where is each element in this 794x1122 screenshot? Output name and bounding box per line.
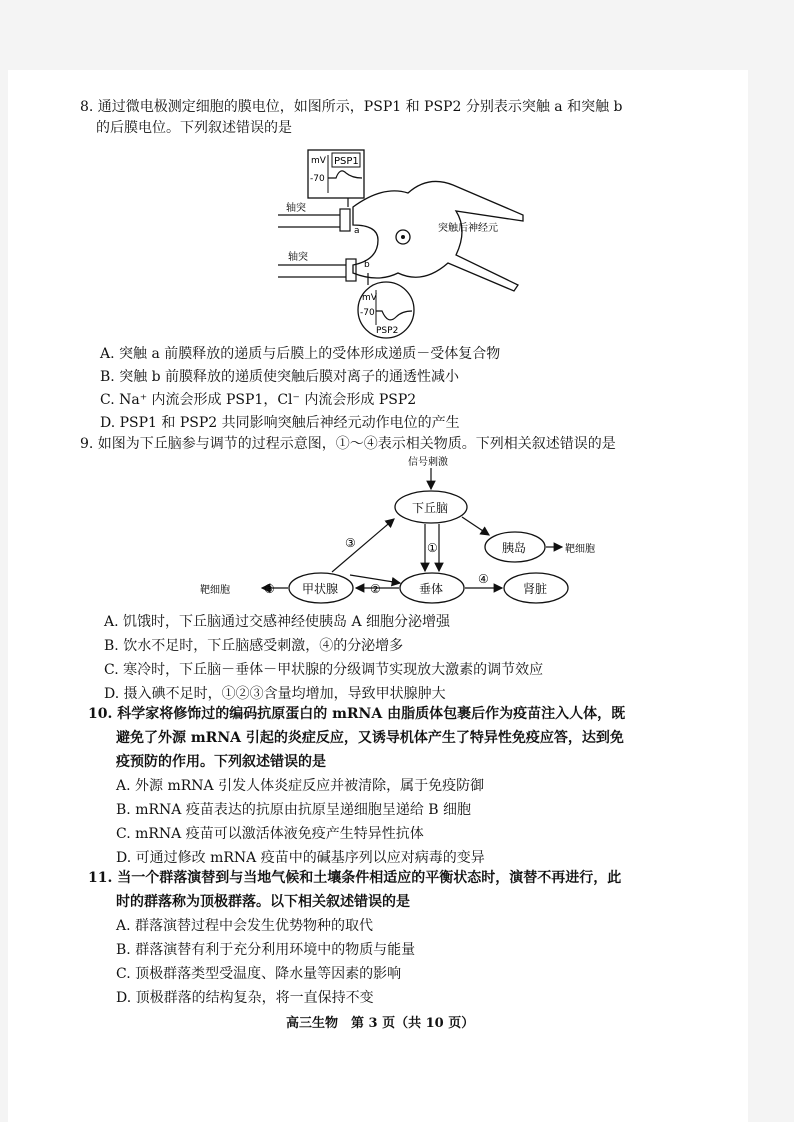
axon-2-label: 轴突 — [288, 252, 308, 263]
q10-stem-line1: 10. 科学家将修饰过的编码抗原蛋白的 mRNA 由脂质体包裹后作为疫苗注入人体，既 — [88, 706, 626, 722]
psp1-label: PSP1 — [334, 156, 359, 167]
signal-label: 信号刺激 — [408, 457, 448, 468]
hypothalamus-label: 下丘脑 — [412, 501, 449, 515]
q11-stem-line2: 时的群落称为顶极群落。以下相关叙述错误的是 — [116, 894, 410, 910]
q10-stem-line2: 避免了外源 mRNA 引起的炎症反应，又诱导机体产生了特异性免疫应答，达到免 — [116, 730, 624, 746]
hypothalamus-figure — [190, 455, 620, 610]
q8-option-a: A. 突触 a 前膜释放的递质与后膜上的受体形成递质－受体复合物 — [100, 346, 501, 362]
target-cell-right-label: 靶细胞 — [565, 544, 595, 555]
q9-option-c: C. 寒冷时，下丘脑－垂体－甲状腺的分级调节实现放大激素的调节效应 — [104, 662, 544, 678]
psp1-value-label: -70 — [310, 174, 325, 184]
arrow-3-to-hypothalamus — [332, 519, 394, 572]
q8-stem-line1: 8. 通过微电极测定细胞的膜电位，如图所示，PSP1 和 PSP2 分别表示突触 a 和突触 b — [80, 99, 623, 115]
target-cell-left-label: 靶细胞 — [200, 585, 230, 596]
kidney-label: 肾脏 — [523, 582, 548, 596]
q8-option-c: C. Na⁺ 内流会形成 PSP1，Cl⁻ 内流会形成 PSP2 — [100, 392, 417, 408]
num-1-label: ① — [427, 541, 438, 555]
nucleolus — [401, 235, 405, 239]
islet-label: 胰岛 — [502, 541, 527, 555]
page-footer: 高三生物 第 3 页（共 10 页） — [286, 1016, 475, 1031]
neuron-figure — [278, 145, 528, 340]
neuron-body — [353, 181, 523, 291]
q9-option-a: A. 饥饿时，下丘脑通过交感神经使胰岛 A 细胞分泌增强 — [104, 614, 451, 630]
psp2-label: PSP2 — [376, 326, 399, 336]
synapse-a-label: a — [354, 226, 360, 236]
pituitary-label: 垂体 — [419, 582, 444, 596]
num-3-left-label: ③ — [264, 582, 275, 596]
post-neuron-label: 突触后神经元 — [438, 223, 498, 234]
q10-option-d: D. 可通过修改 mRNA 疫苗中的碱基序列以应对病毒的变异 — [116, 850, 485, 866]
num-4-label: ④ — [478, 572, 489, 586]
q8-option-d: D. PSP1 和 PSP2 共同影响突触后神经元动作电位的产生 — [100, 415, 460, 431]
psp2-mv-label: mV — [362, 293, 377, 303]
q10-stem-line3: 疫预防的作用。下列叙述错误的是 — [116, 754, 326, 770]
axon-1-label: 轴突 — [286, 203, 306, 214]
q9-option-d: D. 摄入碘不足时，①②③含量均增加，导致甲状腺肿大 — [104, 686, 446, 702]
q9-stem: 9. 如图为下丘脑参与调节的过程示意图，①～④表示相关物质。下列相关叙述错误的是 — [80, 436, 616, 452]
num-3-label: ③ — [345, 536, 356, 550]
thyroid-label: 甲状腺 — [302, 582, 339, 596]
num-2-label: ② — [370, 582, 381, 596]
psp1-mv-label: mV — [311, 156, 326, 166]
synapse-a-terminal — [340, 209, 350, 231]
q11-stem-line1: 11. 当一个群落演替到与当地气候和土壤条件相适应的平衡状态时，演替不再进行，此 — [88, 870, 622, 886]
q11-option-d: D. 顶极群落的结构复杂，将一直保持不变 — [116, 990, 374, 1006]
q11-option-a: A. 群落演替过程中会发生优势物种的取代 — [116, 918, 374, 934]
hypothalamus-islet-arrow — [462, 517, 489, 535]
q10-option-b: B. mRNA 疫苗表达的抗原由抗原呈递细胞呈递给 B 细胞 — [116, 802, 472, 818]
q10-option-c: C. mRNA 疫苗可以激活体液免疫产生特异性抗体 — [116, 826, 424, 842]
synapse-b-label: b — [364, 260, 370, 270]
q9-option-b: B. 饮水不足时，下丘脑感受刺激，④的分泌增多 — [104, 638, 404, 654]
q8-stem-line2: 的后膜电位。下列叙述错误的是 — [96, 120, 292, 136]
psp2-value-label: -70 — [360, 308, 375, 318]
q10-option-a: A. 外源 mRNA 引发人体炎症反应并被清除，属于免疫防御 — [116, 778, 485, 794]
q8-option-b: B. 突触 b 前膜释放的递质使突触后膜对离子的通透性减小 — [100, 369, 460, 385]
q11-option-b: B. 群落演替有利于充分利用环境中的物质与能量 — [116, 942, 416, 958]
q11-option-c: C. 顶极群落类型受温度、降水量等因素的影响 — [116, 966, 402, 982]
